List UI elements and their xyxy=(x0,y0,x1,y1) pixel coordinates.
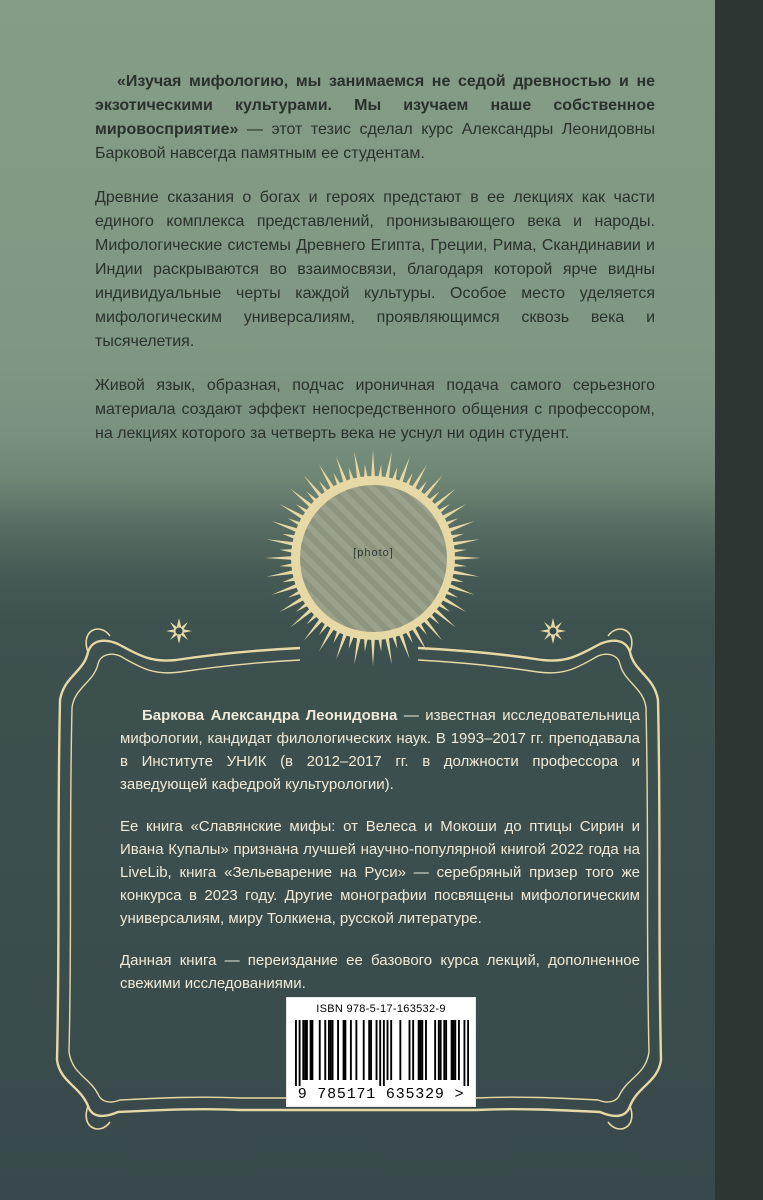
author-bio-paragraph-1 xyxy=(120,704,640,796)
barcode-bar xyxy=(434,1020,436,1080)
barcode-bar xyxy=(425,1020,427,1080)
barcode-bar xyxy=(332,1020,334,1080)
barcode-bar xyxy=(350,1020,352,1080)
barcode-bars xyxy=(295,1020,469,1086)
barcode-bar xyxy=(304,1020,306,1080)
barcode-bar xyxy=(412,1020,414,1080)
barcode-bar xyxy=(306,1020,308,1080)
description-paragraph-2: Древние сказания о богах и героях предстают в ее лекциях как части единого комплекса представлений, пронизывающего века и народы. Мифологические системы Древнего Египта, Греции, Рима, Скандинавии и Индии раскрываются во взаимосвязи, благодаря которой ярче видны индивидуальные черты каждой культуры. Особое место уделяется мифологическим универсалиям, проявляющимся сквозь века и тысячелетия. xyxy=(95,189,655,350)
author-bio-paragraph-3: Данная книга — переиздание ее базового курса лекций, дополненное свежими исследованиями. xyxy=(120,952,640,992)
barcode-bar xyxy=(458,1020,460,1080)
barcode-bar xyxy=(324,1020,326,1080)
barcode-bar xyxy=(399,1020,401,1080)
barcode-bar xyxy=(453,1020,455,1080)
barcode-bar xyxy=(295,1020,297,1086)
barcode-bar xyxy=(454,1020,456,1080)
barcode-bar xyxy=(390,1020,392,1080)
barcode-bar xyxy=(328,1020,330,1080)
author-bio-paragraph-2: Ее книга «Славянские мифы: от Велеса и Мокоши до птицы Сирин и Ивана Купалы» признана лучшей научно-популярной книгой 2022 года на LiveLib, книга «Зельеварение на Руси» — серебряный призер того же конкурса в 2023 году. Другие монографии посвящены мифологическим универсалиям, миру Толкиена, русской литературе. xyxy=(120,818,640,927)
barcode-bar xyxy=(467,1020,469,1086)
barcode-bar xyxy=(343,1020,345,1080)
barcode-bar xyxy=(376,1020,378,1080)
barcode-bar xyxy=(421,1020,423,1080)
barcode-bar xyxy=(319,1020,321,1080)
barcode-bar xyxy=(440,1020,442,1080)
barcode-bar xyxy=(363,1020,365,1080)
barcode-bar xyxy=(420,1020,422,1080)
barcode-bar xyxy=(310,1020,312,1080)
barcode-digits: 9 785171 635329 > xyxy=(297,1086,465,1103)
barcode-bar xyxy=(383,1020,385,1086)
isbn-label: ISBN 978-5-17-163532-9 xyxy=(316,1003,446,1015)
description-quote: «Изучая мифологию, мы занимаемся не седой древностью и не экзотическими культурами. Мы изучаем наше собственное мировосприятие» xyxy=(95,73,655,138)
barcode-bar xyxy=(445,1020,447,1080)
barcode-bar xyxy=(418,1020,420,1080)
barcode-bar xyxy=(337,1020,339,1080)
barcode-bar xyxy=(368,1020,370,1080)
description-quote-attribution: — этот тезис сделал курс Александры Леонидовны Барковой навсегда памятным ее студентам. xyxy=(95,121,655,162)
barcode-bar xyxy=(387,1020,389,1080)
description-paragraph-3: Живой язык, образная, подчас ироничная подача самого серьезного материала создают эффект непосредственного общения с профессором, на лекциях которого за четверть века не уснул ни один студент. xyxy=(95,377,655,442)
barcode-bar xyxy=(451,1020,453,1080)
barcode-bar xyxy=(438,1020,440,1080)
star-ornament-left-icon xyxy=(166,618,192,644)
author-name: Баркова Александра Леонидовна xyxy=(142,707,398,724)
isbn-barcode xyxy=(286,997,476,1107)
barcode-bar xyxy=(330,1020,332,1080)
author-portrait: [photo] xyxy=(297,482,450,635)
author-bio-intro: — известная исследовательница мифологии, кандидат филологических наук. В 1993–2017 гг. преподавала в Институте УНИК (в 2012–2017 гг. в должности профессора и заведующей кафедрой культурологии). xyxy=(120,707,641,793)
barcode-bar xyxy=(299,1020,301,1086)
barcode-bar xyxy=(464,1020,466,1086)
author-bio xyxy=(120,704,640,1014)
barcode-bar xyxy=(379,1020,381,1086)
barcode-bar xyxy=(344,1020,346,1080)
barcode-bar xyxy=(443,1020,445,1080)
barcode-bar xyxy=(370,1020,372,1080)
star-ornament-right-icon xyxy=(540,618,566,644)
book-spine xyxy=(715,0,763,1200)
barcode-bar xyxy=(302,1020,304,1080)
barcode-bar xyxy=(355,1020,357,1080)
barcode-bar xyxy=(311,1020,313,1080)
barcode-bar xyxy=(409,1020,411,1080)
